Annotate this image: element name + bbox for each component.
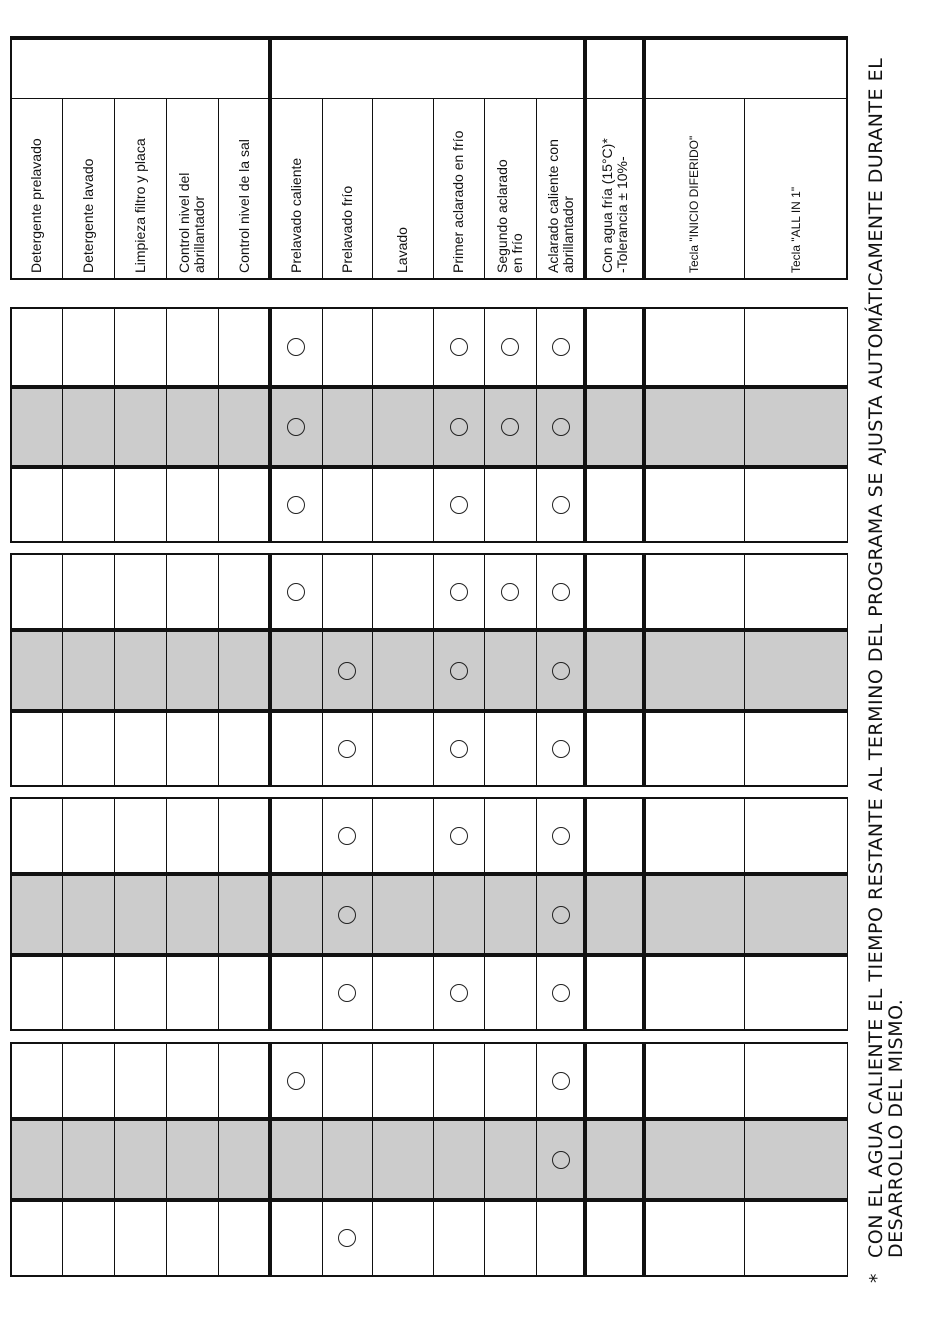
option-circle (552, 418, 570, 436)
column-header-4: Control nivel del abrillantador (176, 172, 207, 273)
header-split-line (10, 98, 848, 99)
block-heavy-divider (268, 797, 272, 1030)
column-header-7: Prelavado frío (338, 185, 355, 273)
block-top-border (10, 553, 848, 555)
block-col-divider (372, 797, 373, 1030)
option-circle (450, 583, 468, 601)
block-edge-line (847, 307, 849, 542)
block-heavy-divider (642, 797, 646, 1030)
block-col-divider (536, 307, 537, 542)
option-circle (450, 827, 468, 845)
block-edge-line (10, 797, 12, 1030)
header-col-divider (372, 98, 373, 280)
block-edge-line (10, 553, 12, 786)
block-heavy-divider (583, 553, 587, 786)
block-edge-line (847, 553, 849, 786)
block-top-border (10, 1042, 848, 1044)
block-col-divider (536, 797, 537, 1030)
block-col-divider (744, 553, 745, 786)
option-circle (501, 418, 519, 436)
option-circle (450, 662, 468, 680)
option-circle (287, 418, 305, 436)
option-circle (450, 740, 468, 758)
option-circle (450, 338, 468, 356)
shaded-row (10, 387, 848, 467)
option-circle (552, 1072, 570, 1090)
option-circle (552, 827, 570, 845)
column-header-5: Control nivel de la sal (235, 139, 252, 273)
header-col-divider (218, 98, 219, 280)
block-heavy-divider (642, 307, 646, 542)
column-header-1: Detergente prelavado (27, 138, 44, 273)
block-bottom-border (10, 1275, 848, 1277)
block-col-divider (218, 797, 219, 1030)
block-heavy-row-line (10, 872, 848, 876)
block-col-divider (433, 1042, 434, 1276)
option-circle (450, 984, 468, 1002)
block-col-divider (62, 797, 63, 1030)
block-col-divider (62, 307, 63, 542)
block-col-divider (372, 1042, 373, 1276)
block-top-border (10, 307, 848, 309)
block-col-divider (744, 307, 745, 542)
block-col-divider (166, 307, 167, 542)
header-heavy-divider (642, 36, 646, 280)
footnote-line-2: DESARROLLO DEL MISMO. (885, 998, 907, 1258)
option-circle (338, 984, 356, 1002)
block-heavy-row-line (10, 385, 848, 389)
block-heavy-divider (268, 1042, 272, 1276)
block-col-divider (114, 1042, 115, 1276)
option-circle (287, 338, 305, 356)
block-col-divider (536, 553, 537, 786)
option-circle (552, 1151, 570, 1169)
block-col-divider (322, 1042, 323, 1276)
block-col-divider (166, 553, 167, 786)
option-circle (552, 740, 570, 758)
block-col-divider (322, 307, 323, 542)
block-bottom-border (10, 541, 848, 543)
column-header-10: Segundo aclarado en frío (494, 159, 525, 273)
block-col-divider (166, 1042, 167, 1276)
block-col-divider (484, 1042, 485, 1276)
block-heavy-divider (642, 1042, 646, 1276)
block-heavy-row-line (10, 1117, 848, 1121)
block-col-divider (433, 553, 434, 786)
option-circle (338, 906, 356, 924)
footnote-star: * (866, 1273, 888, 1283)
block-col-divider (536, 1042, 537, 1276)
option-circle (338, 1229, 356, 1247)
block-col-divider (166, 797, 167, 1030)
option-circle (552, 906, 570, 924)
header-col-divider (166, 98, 167, 280)
option-circle (287, 583, 305, 601)
column-header-3: Limpieza filtro y placa (131, 138, 148, 273)
block-col-divider (62, 553, 63, 786)
block-edge-line (10, 1042, 12, 1276)
header-edge-line (10, 36, 12, 280)
block-col-divider (322, 553, 323, 786)
block-col-divider (114, 553, 115, 786)
block-top-border (10, 797, 848, 799)
block-heavy-divider (583, 307, 587, 542)
block-col-divider (744, 1042, 745, 1276)
block-edge-line (847, 1042, 849, 1276)
block-col-divider (484, 307, 485, 542)
header-col-divider (433, 98, 434, 280)
block-col-divider (433, 797, 434, 1030)
block-col-divider (484, 797, 485, 1030)
option-circle (287, 496, 305, 514)
block-bottom-border (10, 1029, 848, 1031)
header-bottom-border (10, 278, 848, 280)
option-circle (287, 1072, 305, 1090)
column-header-9: Primer aclarado en frío (450, 130, 466, 273)
block-heavy-divider (583, 797, 587, 1030)
option-circle (552, 583, 570, 601)
option-circle (338, 740, 356, 758)
option-circle (552, 984, 570, 1002)
header-col-divider (536, 98, 537, 280)
option-circle (552, 496, 570, 514)
block-col-divider (372, 553, 373, 786)
header-heavy-divider (583, 36, 587, 280)
block-col-divider (218, 553, 219, 786)
header-top-border (10, 36, 848, 40)
block-col-divider (372, 307, 373, 542)
block-heavy-divider (268, 553, 272, 786)
header-heavy-divider (268, 36, 272, 280)
option-circle (552, 338, 570, 356)
block-col-divider (114, 307, 115, 542)
block-col-divider (218, 1042, 219, 1276)
block-heavy-divider (583, 1042, 587, 1276)
option-circle (501, 583, 519, 601)
block-col-divider (322, 797, 323, 1030)
block-col-divider (484, 553, 485, 786)
block-heavy-row-line (10, 465, 848, 469)
block-col-divider (114, 797, 115, 1030)
column-header-11: Aclarado caliente con abrillantador (544, 139, 576, 273)
option-circle (338, 827, 356, 845)
block-col-divider (744, 797, 745, 1030)
block-heavy-row-line (10, 709, 848, 713)
block-heavy-row-line (10, 953, 848, 957)
option-circle (450, 418, 468, 436)
column-header-8: Lavado (394, 227, 410, 273)
block-heavy-row-line (10, 628, 848, 632)
header-col-divider (114, 98, 115, 280)
header-col-divider (322, 98, 323, 280)
header-col-divider (62, 98, 63, 280)
block-col-divider (62, 1042, 63, 1276)
block-heavy-divider (268, 307, 272, 542)
block-heavy-row-line (10, 1198, 848, 1202)
block-col-divider (433, 307, 434, 542)
shaded-row (10, 1119, 848, 1200)
header-col-divider (744, 98, 745, 280)
option-circle (338, 662, 356, 680)
option-circle (552, 662, 570, 680)
footnote-line-1: CON EL AGUA CALIENTE EL TIEMPO RESTANTE AL TERMINO DEL PROGRAMA SE AJUSTA AUTOMÁTICAMENTE DURANTE EL (865, 57, 887, 1258)
header-col-divider (484, 98, 485, 280)
option-circle (501, 338, 519, 356)
column-header-2: Detergente lavado (79, 158, 96, 273)
shaded-row (10, 630, 848, 711)
column-header-13: Tecla "INICIO DIFERIDO" (686, 135, 701, 273)
block-col-divider (218, 307, 219, 542)
header-edge-line (846, 36, 848, 280)
column-header-12: Con agua fría (15°C)* -Tolerancia ± 10%- (598, 138, 630, 273)
block-edge-line (847, 797, 849, 1030)
block-heavy-divider (642, 553, 646, 786)
block-edge-line (10, 307, 12, 542)
column-header-6: Prelavado caliente (287, 157, 304, 273)
column-header-14: Tecla "ALL IN 1" (788, 186, 803, 273)
block-bottom-border (10, 785, 848, 787)
shaded-row (10, 874, 848, 955)
option-circle (450, 496, 468, 514)
